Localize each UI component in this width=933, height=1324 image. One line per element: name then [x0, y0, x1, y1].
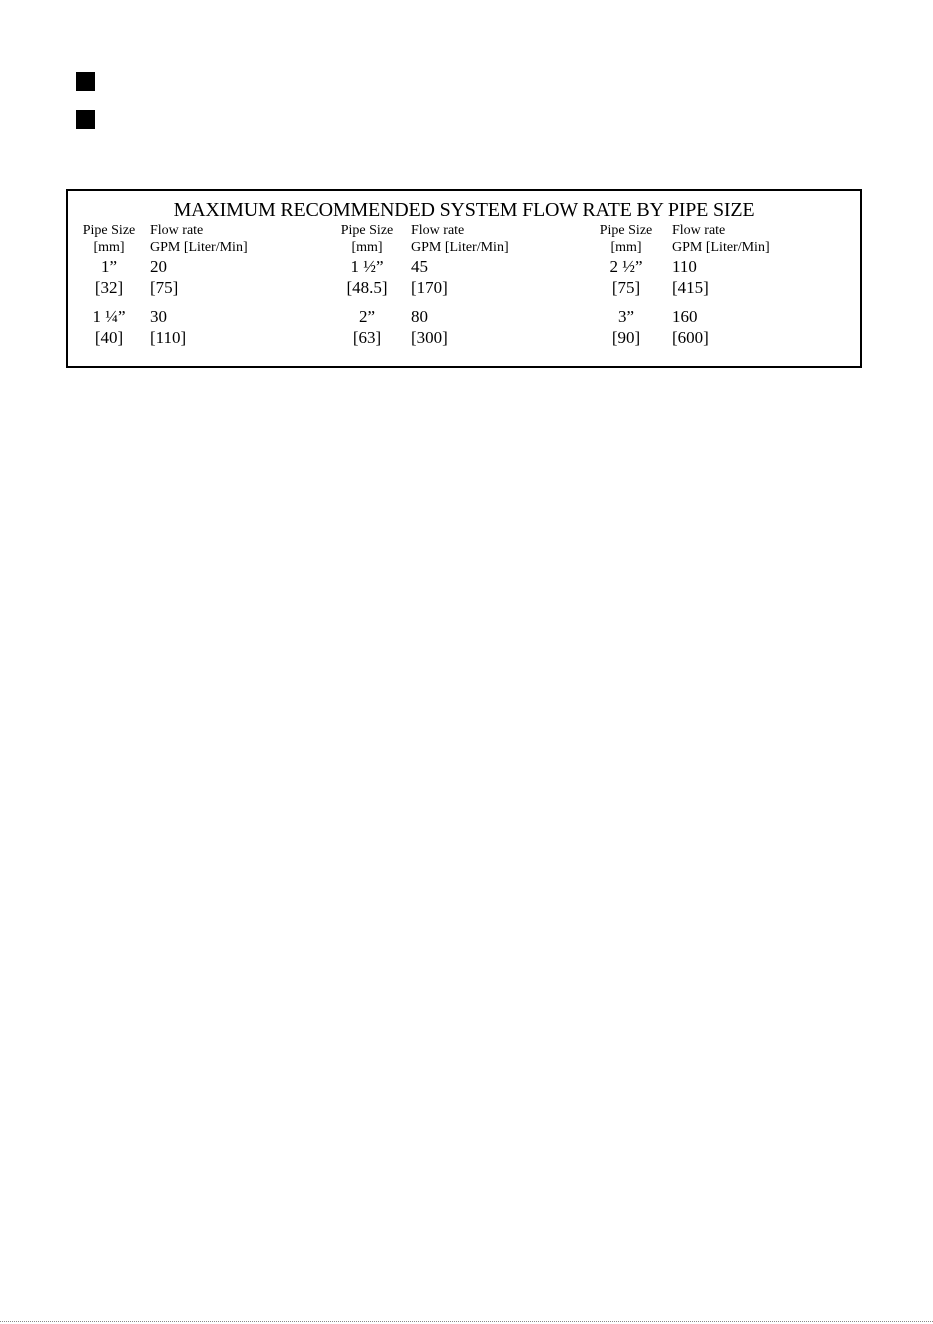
- flow-rate-lpm: [415]: [672, 278, 709, 297]
- flow-rate-lpm: [300]: [411, 328, 448, 347]
- square-bullet-icon: [76, 72, 95, 91]
- pipe-size-inch: 2 ½”: [609, 257, 643, 276]
- flow-rate-gpm: 110: [672, 257, 697, 276]
- header-pipe-size: Pipe Size: [599, 223, 653, 238]
- header-flow-rate: Flow rate: [411, 223, 465, 238]
- pipe-size-inch: 3”: [617, 307, 635, 326]
- header-pipe-unit: [mm]: [351, 240, 383, 255]
- flow-rate-gpm: 45: [411, 257, 428, 276]
- pipe-size-mm: [63]: [352, 328, 382, 347]
- header-flow-unit: GPM [Liter/Min]: [411, 240, 509, 255]
- flow-rate-lpm: [600]: [672, 328, 709, 347]
- flow-rate-lpm: [170]: [411, 278, 448, 297]
- pipe-size-mm: [90]: [611, 328, 641, 347]
- flow-rate-gpm: 20: [150, 257, 167, 276]
- pipe-size-inch: 1 ½”: [350, 257, 384, 276]
- header-pipe-size: Pipe Size: [340, 223, 394, 238]
- pipe-size-mm: [48.5]: [346, 278, 388, 297]
- header-flow-rate: Flow rate: [150, 223, 204, 238]
- pipe-size-mm: [40]: [94, 328, 124, 347]
- table-title: MAXIMUM RECOMMENDED SYSTEM FLOW RATE BY PIPE SIZE: [173, 199, 755, 221]
- flow-rate-lpm: [110]: [150, 328, 187, 347]
- flow-rate-table: [66, 189, 862, 368]
- header-pipe-unit: [mm]: [93, 240, 125, 255]
- header-pipe-size: Pipe Size: [82, 223, 136, 238]
- pipe-size-inch: 1 ¼”: [92, 307, 126, 326]
- pipe-size-inch: 1”: [100, 257, 118, 276]
- header-flow-unit: GPM [Liter/Min]: [672, 240, 770, 255]
- flow-rate-gpm: 160: [672, 307, 698, 326]
- square-bullet-icon: [76, 110, 95, 129]
- flow-rate-gpm: 30: [150, 307, 167, 326]
- flow-rate-lpm: [75]: [150, 278, 179, 297]
- pipe-size-mm: [75]: [611, 278, 641, 297]
- pipe-size-inch: 2”: [358, 307, 376, 326]
- page-bottom-rule: [0, 1321, 933, 1322]
- pipe-size-mm: [32]: [94, 278, 124, 297]
- header-flow-unit: GPM [Liter/Min]: [150, 240, 248, 255]
- header-flow-rate: Flow rate: [672, 223, 726, 238]
- header-pipe-unit: [mm]: [610, 240, 642, 255]
- flow-rate-gpm: 80: [411, 307, 428, 326]
